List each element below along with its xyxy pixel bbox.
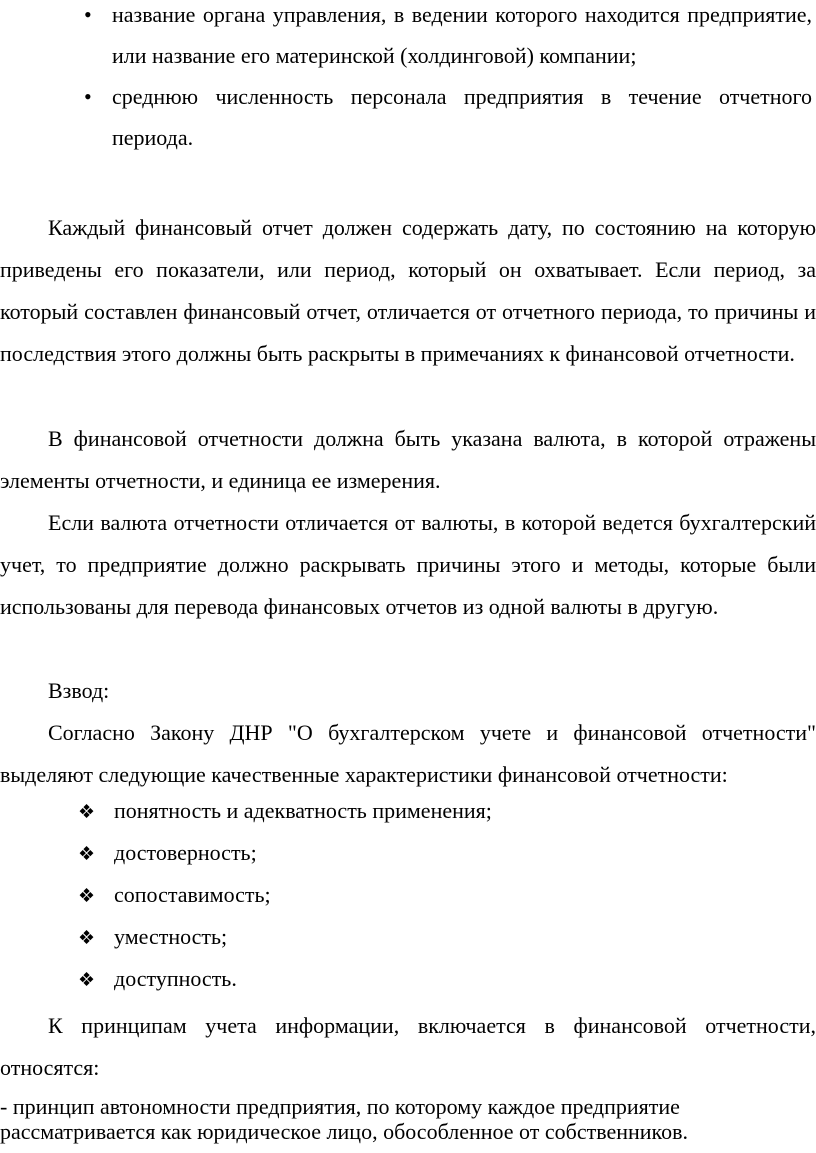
list-item	[78, 916, 492, 958]
paragraph-currency-difference: Если валюта отчетности отличается от валюты, в которой ведется бухгалтерский учет, то предприятие должно раскрывать причины этого и методы, которые были использованы для перевода финансовых отчетов из одной валюты в другую.	[0, 510, 816, 619]
list-item-text: доступность.	[114, 966, 237, 991]
diamond-bullet-icon: ❖	[78, 928, 96, 949]
paragraph-law-intro: Согласно Закону ДНР "О бухгалтерском учете и финансовой отчетности" выделяют следующие качественные характеристики финансовой отчетности:	[0, 720, 816, 787]
bullet-text: среднюю численность персонала предприятия в течение отчетного периода.	[112, 84, 812, 150]
paragraph-principles-intro: К принципам учета информации, включается в финансовой отчетности, относятся:	[0, 1013, 816, 1080]
paragraph-autonomy-principle: - принцип автономности предприятия, по которому каждое предприятие рассматривается как юридическое лицо, обособленное от собственников.	[0, 1094, 689, 1144]
diamond-bullet-icon: ❖	[78, 802, 96, 823]
list-item	[78, 874, 492, 916]
bullet-text: название органа управления, в ведении которого находится предприятие, или название его материнской (холдинговой) компании;	[112, 2, 812, 68]
diamond-bullet-icon: ❖	[78, 886, 96, 907]
list-item	[78, 832, 492, 874]
bullet-marker: •	[84, 2, 92, 27]
list-item-text: сопоставимость;	[114, 882, 271, 907]
bullet-item-management-body	[0, 0, 812, 76]
conclusion-label: Взвод:	[48, 678, 110, 703]
bullet-item-average-staff	[0, 76, 812, 158]
diamond-bullet-icon: ❖	[78, 970, 96, 991]
list-item-text: уместность;	[114, 924, 228, 949]
list-item	[78, 958, 492, 1000]
bullet-marker: •	[84, 84, 92, 109]
bullet-list	[0, 0, 816, 158]
list-item	[78, 790, 492, 832]
paragraph-currency: В финансовой отчетности должна быть указана валюта, в которой отражены элементы отчетности, и единица ее измерения.	[0, 426, 816, 493]
diamond-bullet-icon: ❖	[78, 844, 96, 865]
list-item-text: достоверность;	[114, 840, 257, 865]
list-item-text: понятность и адекватность применения;	[114, 798, 492, 823]
paragraph-date-requirement: Каждый финансовый отчет должен содержать дату, по состоянию на которую приведены его показатели, или период, который он охватывает. Если период, за который составлен финансовый отчет, отличается от отчетного периода, то причины и последствия этого должны быть раскрыты в примечаниях к финансовой отчетности.	[0, 215, 816, 366]
qualitative-characteristics-list	[78, 790, 492, 1000]
